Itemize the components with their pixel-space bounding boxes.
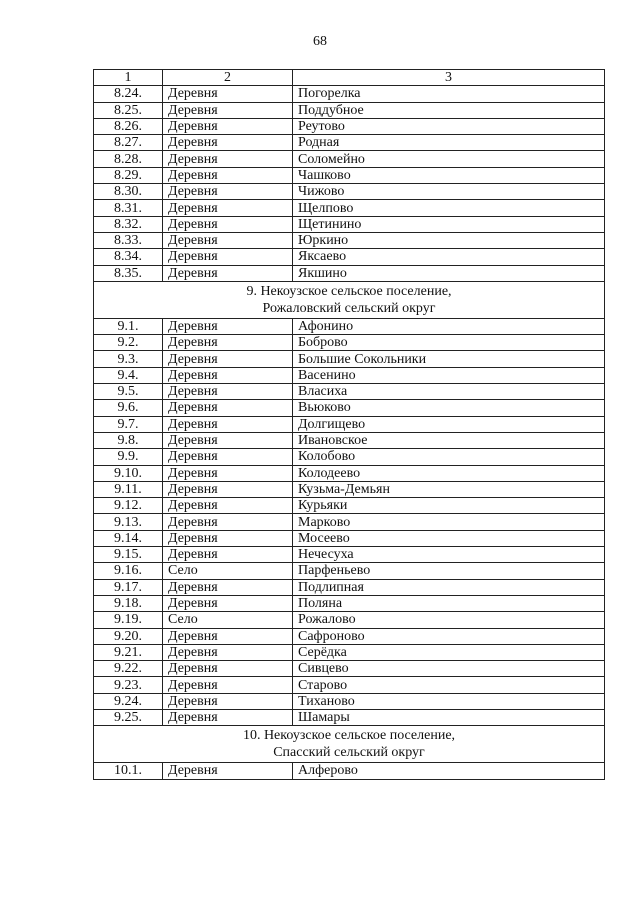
settlement-type: Деревня <box>163 547 293 563</box>
table-row <box>94 118 605 134</box>
table-row <box>94 449 605 465</box>
row-number: 9.2. <box>94 335 163 351</box>
settlement-name: Афонино <box>293 318 605 334</box>
settlement-name: Юркино <box>293 232 605 248</box>
section-title <box>94 726 605 763</box>
settlement-name: Сивцево <box>293 661 605 677</box>
table-row <box>94 709 605 725</box>
table-row <box>94 481 605 497</box>
settlement-type: Деревня <box>163 200 293 216</box>
settlement-type: Деревня <box>163 184 293 200</box>
settlement-name: Долгищево <box>293 416 605 432</box>
row-number: 9.9. <box>94 449 163 465</box>
settlement-type: Деревня <box>163 135 293 151</box>
table-row <box>94 595 605 611</box>
settlement-type: Деревня <box>163 400 293 416</box>
table-row <box>94 547 605 563</box>
table-row <box>94 514 605 530</box>
row-number: 8.29. <box>94 167 163 183</box>
settlement-name: Чашково <box>293 167 605 183</box>
section-header-row <box>94 281 605 318</box>
settlement-type: Деревня <box>163 216 293 232</box>
row-number: 9.15. <box>94 547 163 563</box>
table-row <box>94 318 605 334</box>
table-row <box>94 530 605 546</box>
settlement-name: Власиха <box>293 384 605 400</box>
settlement-name: Тиханово <box>293 693 605 709</box>
row-number: 9.5. <box>94 384 163 400</box>
table-row <box>94 677 605 693</box>
settlement-type: Деревня <box>163 709 293 725</box>
settlement-name: Вьюково <box>293 400 605 416</box>
settlement-type: Деревня <box>163 151 293 167</box>
table-row <box>94 400 605 416</box>
table-row <box>94 661 605 677</box>
section-header-row <box>94 726 605 763</box>
row-number: 9.21. <box>94 644 163 660</box>
settlement-name: Соломейно <box>293 151 605 167</box>
table-row <box>94 644 605 660</box>
settlement-name: Поляна <box>293 595 605 611</box>
settlement-type: Деревня <box>163 432 293 448</box>
row-number: 8.30. <box>94 184 163 200</box>
table-header-row <box>94 70 605 86</box>
settlement-type: Деревня <box>163 367 293 383</box>
settlement-name: Яксаево <box>293 249 605 265</box>
table-row <box>94 335 605 351</box>
settlement-name: Парфеньево <box>293 563 605 579</box>
settlement-type: Деревня <box>163 167 293 183</box>
settlement-name: Погорелка <box>293 86 605 102</box>
row-number: 9.24. <box>94 693 163 709</box>
settlement-name: Рожалово <box>293 612 605 628</box>
row-number: 9.19. <box>94 612 163 628</box>
section-title <box>94 281 605 318</box>
settlement-type: Деревня <box>163 677 293 693</box>
table-row <box>94 384 605 400</box>
table-row <box>94 563 605 579</box>
settlement-name: Курьяки <box>293 498 605 514</box>
settlement-name: Шамары <box>293 709 605 725</box>
settlement-name: Колодеево <box>293 465 605 481</box>
row-number: 8.24. <box>94 86 163 102</box>
settlement-name: Родная <box>293 135 605 151</box>
settlement-type: Деревня <box>163 763 293 779</box>
settlement-type: Деревня <box>163 579 293 595</box>
settlement-type: Деревня <box>163 449 293 465</box>
settlement-type: Деревня <box>163 318 293 334</box>
settlement-type: Деревня <box>163 498 293 514</box>
row-number: 8.32. <box>94 216 163 232</box>
row-number: 9.14. <box>94 530 163 546</box>
table-row <box>94 763 605 779</box>
settlement-name: Чижово <box>293 184 605 200</box>
table-row <box>94 86 605 102</box>
settlement-type: Деревня <box>163 249 293 265</box>
settlement-name: Большие Сокольники <box>293 351 605 367</box>
section-title-line: 10. Некоузское сельское поселение, <box>242 728 456 744</box>
table-row <box>94 249 605 265</box>
settlement-type: Село <box>163 612 293 628</box>
table-row <box>94 628 605 644</box>
table-row <box>94 200 605 216</box>
settlement-type: Деревня <box>163 693 293 709</box>
settlement-type: Деревня <box>163 335 293 351</box>
settlement-name: Мосеево <box>293 530 605 546</box>
table-row <box>94 216 605 232</box>
table-row <box>94 265 605 281</box>
settlement-type: Село <box>163 563 293 579</box>
settlement-name: Боброво <box>293 335 605 351</box>
settlement-name: Алферово <box>293 763 605 779</box>
settlement-type: Деревня <box>163 595 293 611</box>
table-row <box>94 693 605 709</box>
row-number: 8.26. <box>94 118 163 134</box>
settlement-type: Деревня <box>163 481 293 497</box>
settlement-name: Реутово <box>293 118 605 134</box>
row-number: 9.11. <box>94 481 163 497</box>
row-number: 9.16. <box>94 563 163 579</box>
column-header-name: 3 <box>293 70 605 86</box>
settlement-name: Нечесуха <box>293 547 605 563</box>
column-header-number: 1 <box>94 70 163 86</box>
section-title-line: Рожаловский сельский округ <box>262 300 436 316</box>
row-number: 9.25. <box>94 709 163 725</box>
settlement-type: Деревня <box>163 118 293 134</box>
settlement-type: Деревня <box>163 384 293 400</box>
row-number: 9.8. <box>94 432 163 448</box>
settlement-name: Якшино <box>293 265 605 281</box>
table-row <box>94 167 605 183</box>
settlement-name: Марково <box>293 514 605 530</box>
row-number: 9.7. <box>94 416 163 432</box>
row-number: 9.3. <box>94 351 163 367</box>
settlement-type: Деревня <box>163 351 293 367</box>
settlement-name: Серёдка <box>293 644 605 660</box>
section-title-line: Спасский сельский округ <box>273 745 425 761</box>
table-row <box>94 612 605 628</box>
row-number: 8.28. <box>94 151 163 167</box>
row-number: 8.25. <box>94 102 163 118</box>
row-number: 9.12. <box>94 498 163 514</box>
settlement-name: Колобово <box>293 449 605 465</box>
row-number: 10.1. <box>94 763 163 779</box>
table-row <box>94 151 605 167</box>
page-number: 68 <box>313 34 327 49</box>
row-number: 9.10. <box>94 465 163 481</box>
settlement-type: Деревня <box>163 416 293 432</box>
row-number: 8.35. <box>94 265 163 281</box>
row-number: 9.20. <box>94 628 163 644</box>
table-body <box>94 86 605 779</box>
column-header-type: 2 <box>163 70 293 86</box>
settlement-name: Старово <box>293 677 605 693</box>
table-row <box>94 135 605 151</box>
table-row <box>94 102 605 118</box>
table-row <box>94 498 605 514</box>
settlement-type: Деревня <box>163 530 293 546</box>
settlement-name: Васенино <box>293 367 605 383</box>
row-number: 8.33. <box>94 232 163 248</box>
settlement-type: Деревня <box>163 265 293 281</box>
row-number: 9.17. <box>94 579 163 595</box>
row-number: 9.18. <box>94 595 163 611</box>
settlement-name: Подлипная <box>293 579 605 595</box>
table-row <box>94 465 605 481</box>
row-number: 8.34. <box>94 249 163 265</box>
table-row <box>94 351 605 367</box>
row-number: 9.6. <box>94 400 163 416</box>
settlement-type: Деревня <box>163 514 293 530</box>
table-row <box>94 416 605 432</box>
row-number: 8.31. <box>94 200 163 216</box>
section-title-line: 9. Некоузское сельское поселение, <box>246 283 452 299</box>
settlement-type: Деревня <box>163 644 293 660</box>
table-row <box>94 579 605 595</box>
settlement-name: Сафроново <box>293 628 605 644</box>
row-number: 9.13. <box>94 514 163 530</box>
settlements-table <box>93 69 605 780</box>
row-number: 9.23. <box>94 677 163 693</box>
settlement-type: Деревня <box>163 102 293 118</box>
row-number: 9.22. <box>94 661 163 677</box>
settlement-name: Кузьма-Демьян <box>293 481 605 497</box>
table-row <box>94 232 605 248</box>
row-number: 8.27. <box>94 135 163 151</box>
table-row <box>94 432 605 448</box>
settlement-type: Деревня <box>163 628 293 644</box>
table-row <box>94 184 605 200</box>
settlement-type: Деревня <box>163 86 293 102</box>
table-row <box>94 367 605 383</box>
settlement-type: Деревня <box>163 232 293 248</box>
settlement-type: Деревня <box>163 465 293 481</box>
settlement-name: Щелпово <box>293 200 605 216</box>
row-number: 9.1. <box>94 318 163 334</box>
settlement-name: Поддубное <box>293 102 605 118</box>
settlement-name: Щетинино <box>293 216 605 232</box>
settlement-type: Деревня <box>163 661 293 677</box>
settlement-name: Ивановское <box>293 432 605 448</box>
row-number: 9.4. <box>94 367 163 383</box>
